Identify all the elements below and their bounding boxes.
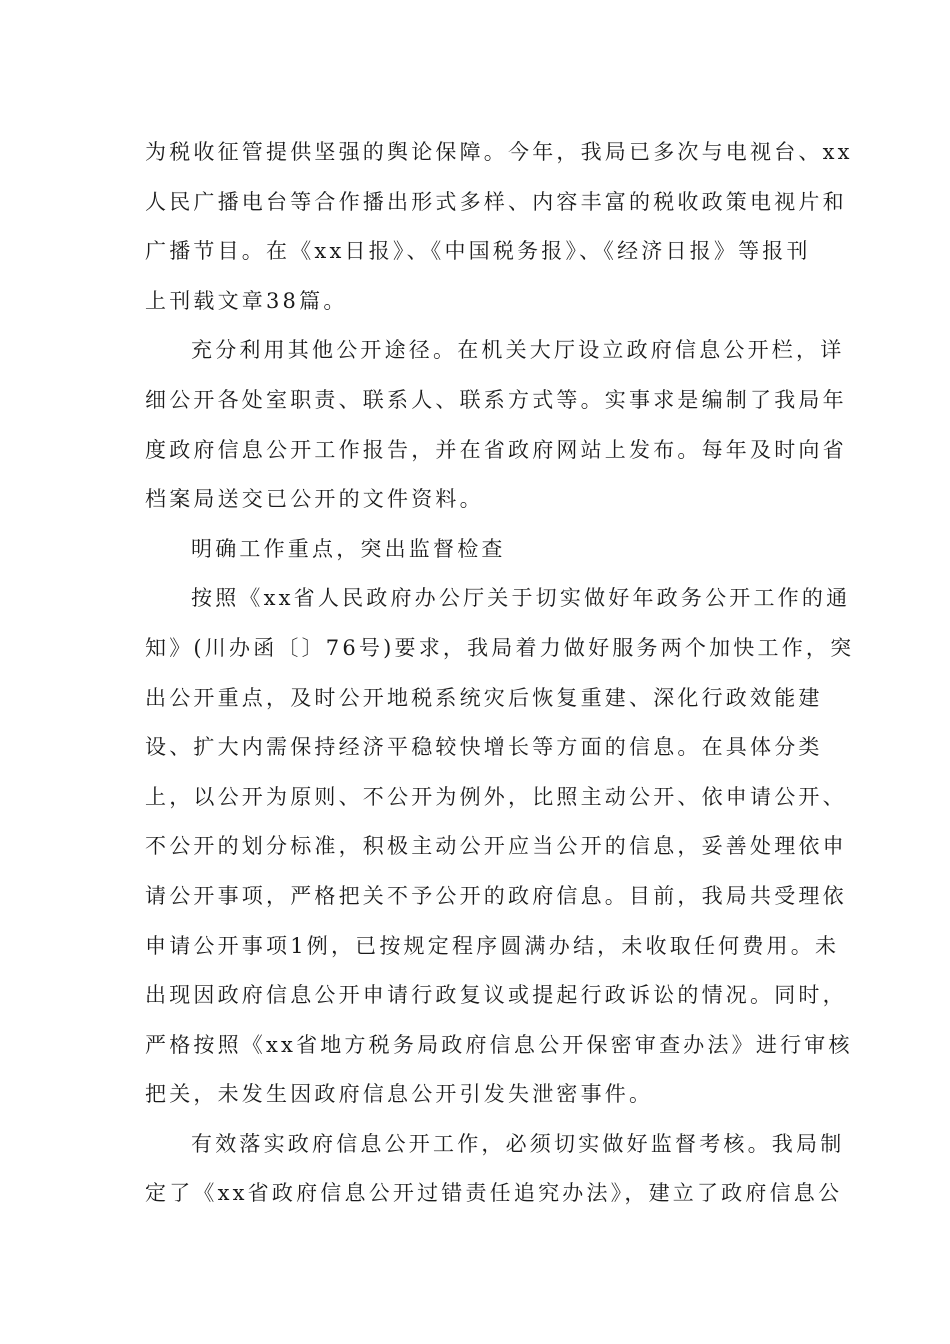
section-heading [145, 525, 805, 575]
paragraph-1 [145, 128, 853, 326]
text-line: 广播节目。在《xx日报》、《中国税务报》、《经济日报》等报刊 [145, 239, 811, 264]
text-line: 出公开重点，及时公开地税系统灾后恢复重建、深化行政效能建 [145, 685, 823, 710]
document-page [145, 128, 855, 1219]
text-line: 按照《xx省人民政府办公厅关于切实做好年政务公开工作的通 [191, 586, 851, 611]
paragraph-2 [145, 326, 847, 524]
text-line: 为税收征管提供坚强的舆论保障。今年，我局已多次与电视台、xx [145, 140, 853, 164]
heading-text: 明确工作重点，突出监督检查 [191, 536, 506, 561]
text-line: 上刊载文章38篇。 [145, 288, 348, 313]
text-line: 严格按照《xx省地方税务局政府信息公开保密审查办法》进行审核 [145, 1032, 853, 1057]
paragraph-3 [145, 574, 855, 1120]
paragraph-4 [145, 1120, 845, 1219]
text-line: 不公开的划分标准，积极主动公开应当公开的信息，妥善处理依申 [145, 834, 847, 859]
text-line: 上，以公开为原则、不公开为例外，比照主动公开、依申请公开、 [145, 784, 847, 809]
text-line: 充分利用其他公开途径。在机关大厅设立政府信息公开栏，详 [191, 338, 845, 363]
text-line: 人民广播电台等合作播出形式多样、内容丰富的税收政策电视片和 [145, 189, 847, 214]
text-line: 细公开各处室职责、联系人、联系方式等。实事求是编制了我局年 [145, 387, 847, 412]
text-line: 度政府信息公开工作报告，并在省政府网站上发布。每年及时向省 [145, 437, 847, 462]
text-line: 知》(川办函〔〕76号)要求，我局着力做好服务两个加快工作，突 [145, 635, 855, 660]
text-line: 定了《xx省政府信息公开过错责任追究办法》，建立了政府信息公 [145, 1181, 843, 1206]
text-line: 有效落实政府信息公开工作，必须切实做好监督考核。我局制 [191, 1131, 845, 1156]
text-line: 申请公开事项1例，已按规定程序圆满办结，未收取任何费用。未 [145, 933, 840, 958]
text-line: 出现因政府信息公开申请行政复议或提起行政诉讼的情况。同时， [145, 983, 847, 1008]
text-line: 请公开事项，严格把关不予公开的政府信息。目前，我局共受理依 [145, 883, 847, 908]
text-line: 设、扩大内需保持经济平稳较快增长等方面的信息。在具体分类 [145, 735, 823, 760]
text-line: 把关，未发生因政府信息公开引发失泄密事件。 [145, 1082, 654, 1107]
text-line: 档案局送交已公开的文件资料。 [145, 487, 484, 512]
